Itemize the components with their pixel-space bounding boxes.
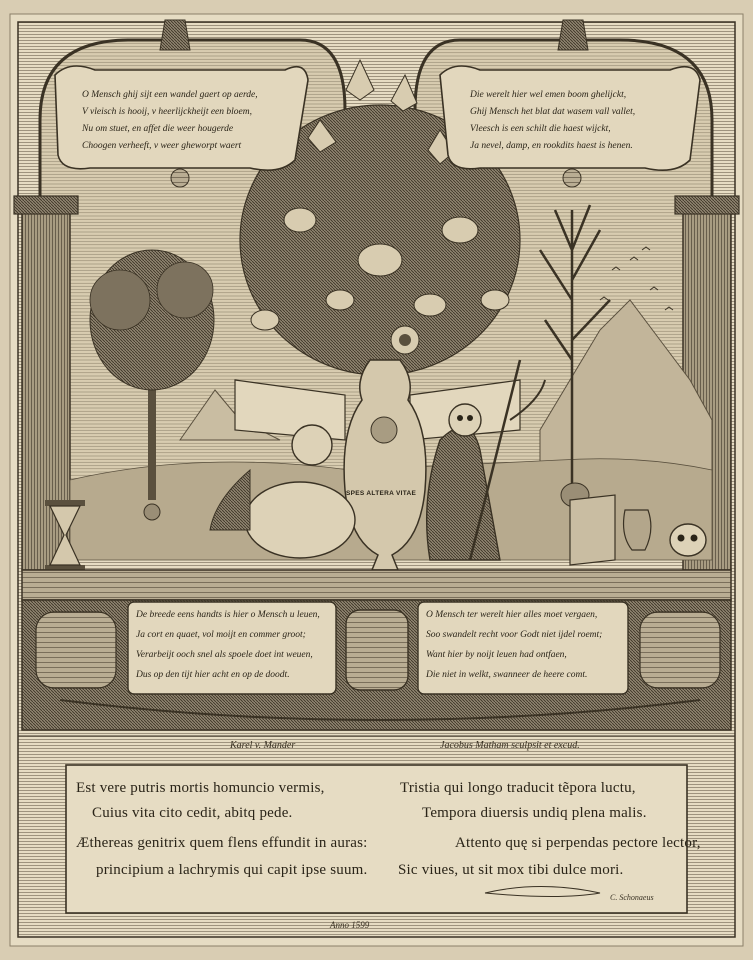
- latin-verse-left: Cuius vita cito cedit, abitq pede.: [92, 805, 293, 821]
- lower-left-verse-line: Verarbeijt ooch snel als spoele doet int weuen,: [136, 650, 313, 660]
- lower-left-verse-line: Dus op den tijt hier acht en op de doodt.: [136, 670, 290, 680]
- vase-inscription: SPES ALTERA VITAE: [346, 490, 417, 497]
- cartouche-right-line: Vleesch is een schilt die haest wijckt,: [470, 124, 611, 134]
- lower-right-verse-line: O Mensch ter werelt hier alles moet vergaen,: [426, 610, 598, 620]
- latin-verse-left: Æthereas genitrix quem flens effundit in auras:: [76, 835, 368, 851]
- lower-right-verse-line: Soo swandelt recht voor Godt niet ijdel roemt;: [426, 630, 603, 640]
- lower-right-verse-line: Die niet in welkt, swanneer de heere comt.: [426, 670, 588, 680]
- cartouche-left-line: Nu om stuet, en affet die weer hougerde: [82, 124, 234, 134]
- latin-verse-left: Est vere putris mortis homuncio vermis,: [76, 780, 325, 796]
- cartouche-right-line: Ghij Mensch het blat dat wasem vall vallet,: [470, 107, 636, 117]
- latin-verse-right: Tristia qui longo traducit tẽpora luctu,: [400, 780, 636, 796]
- latin-verse-right: Attento quę si perpendas pectore lector,: [455, 835, 701, 851]
- cartouche-right-line: Ja nevel, damp, en rookdits haest is henen.: [470, 141, 633, 151]
- latin-verse-right: Sic viues, ut sit mox tibi dulce mori.: [398, 862, 624, 878]
- cartouche-left-line: O Mensch ghij sijt een wandel gaert op aerde,: [82, 90, 258, 100]
- latin-verse-right: Tempora diuersis undiq plena malis.: [422, 805, 647, 821]
- signature-date: Anno 1599: [330, 920, 370, 930]
- cartouche-left-line: V vleisch is hooij, v heerlijckheijt een bloem,: [82, 107, 252, 117]
- signature-poet: C. Schonaeus: [610, 893, 654, 902]
- cartouche-left-line: Choogen verheeft, v weer gheworpt waert: [82, 141, 242, 151]
- signature-engraver: Jacobus Matham sculpsit et excud.: [440, 740, 580, 751]
- latin-verse-left: principium a lachrymis qui capit ipse suum.: [96, 862, 368, 878]
- lower-left-verse-line: Ja cort en quaet, vol moijt en commer groot;: [136, 630, 306, 640]
- lower-left-verse-line: De breede eens handts is hier o Mensch u leuen,: [136, 610, 320, 620]
- cartouche-right-line: Die werelt hier wel emen boom ghelijckt,: [470, 90, 627, 100]
- lower-right-verse-line: Want hier by noijt leuen had ontfaen,: [426, 650, 567, 660]
- signature-designer: Karel v. Mander: [230, 740, 296, 751]
